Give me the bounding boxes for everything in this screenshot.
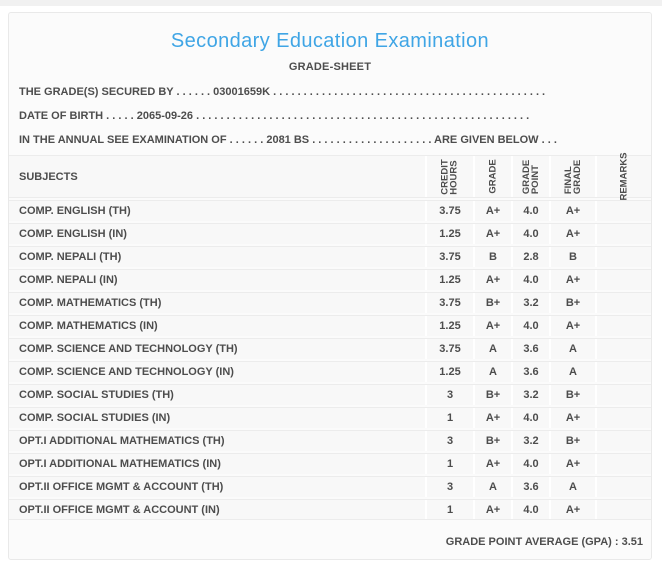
grade-cell: A+ <box>473 454 511 474</box>
table-row <box>9 315 651 336</box>
grade-point-cell: 4.0 <box>511 454 549 474</box>
grade-point-column-header <box>511 156 549 197</box>
table-row <box>9 476 651 497</box>
info-dots-after: . . . . . . . . . . . . . . . . . . . . <box>309 134 435 146</box>
grade-point-cell: 4.0 <box>511 201 549 221</box>
final-grade-cell: A+ <box>549 454 595 474</box>
grade-point-cell: 3.6 <box>511 362 549 382</box>
info-label: DATE OF BIRTH <box>19 110 104 122</box>
grade-cell: A+ <box>473 201 511 221</box>
page-subtitle: GRADE-SHEET <box>288 61 372 73</box>
credit-hours-cell: 1 <box>425 454 473 474</box>
grade-point-cell: 4.0 <box>511 224 549 244</box>
info-dots-before: . . . . . . <box>173 86 214 98</box>
remarks-cell <box>595 316 651 336</box>
grade-point-cell: 3.6 <box>511 339 549 359</box>
grade-point-cell: 4.0 <box>511 500 549 519</box>
header-line: REMARKS <box>618 152 630 201</box>
final-grade-cell: B+ <box>549 431 595 451</box>
subject-cell: COMP. SCIENCE AND TECHNOLOGY (IN) <box>19 366 234 378</box>
grade-point-cell: 3.6 <box>511 477 549 497</box>
info-dots-after: . . . . . . . . . . . . . . . . . . . . . . . . . . . . . . . . . . . . . . . . . . . . . <box>270 86 546 98</box>
info-dots-suffix: . . . <box>538 134 557 146</box>
grade-point-cell: 2.8 <box>511 247 549 267</box>
info-value: 2065-09-26 <box>136 110 194 122</box>
grade-point-cell: 4.0 <box>511 408 549 428</box>
header-line: GRADE <box>521 159 532 194</box>
info-dots-before: . . . . . <box>103 110 137 122</box>
final-grade-cell: A+ <box>549 270 595 290</box>
grade-cell: A+ <box>473 224 511 244</box>
table-row <box>9 453 651 474</box>
header-line: HOURS <box>449 159 460 195</box>
grade-cell: A <box>473 477 511 497</box>
info-label: IN THE ANNUAL SEE EXAMINATION OF <box>19 134 227 146</box>
grade-point-cell: 4.0 <box>511 270 549 290</box>
remarks-cell <box>595 477 651 497</box>
subject-cell: COMP. SOCIAL STUDIES (TH) <box>19 389 174 401</box>
info-value: 03001659K <box>213 86 271 98</box>
credit-hours-cell: 3.75 <box>425 201 473 221</box>
subject-cell: COMP. NEPALI (IN) <box>19 274 118 286</box>
remarks-cell <box>595 339 651 359</box>
table-row <box>9 384 651 405</box>
info-value: 2081 BS <box>266 134 310 146</box>
table-row <box>9 499 651 520</box>
header-line: GRADE <box>572 159 583 194</box>
info-dots-before: . . . . . . <box>226 134 267 146</box>
table-header-row <box>9 152 651 201</box>
credit-hours-cell: 1 <box>425 500 473 519</box>
table-row <box>9 269 651 290</box>
grades-table <box>9 152 651 520</box>
credit-hours-cell: 1.25 <box>425 270 473 290</box>
table-row <box>9 361 651 382</box>
credit-hours-cell: 3.75 <box>425 247 473 267</box>
remarks-cell <box>595 201 651 221</box>
grade-cell: B+ <box>473 385 511 405</box>
gpa-summary: GRADE POINT AVERAGE (GPA) : 3.51 <box>445 536 643 548</box>
page-title: Secondary Education Examination <box>170 30 490 52</box>
table-body <box>9 200 651 520</box>
grade-column-header <box>473 156 511 197</box>
table-row <box>9 292 651 313</box>
info-dots-after: . . . . . . . . . . . . . . . . . . . . . . . . . . . . . . . . . . . . . . . . . . . . . . . . . . . . . . . <box>193 110 530 122</box>
final-grade-cell: B+ <box>549 385 595 405</box>
remarks-cell <box>595 270 651 290</box>
remarks-cell <box>595 454 651 474</box>
grade-point-cell: 3.2 <box>511 293 549 313</box>
subject-cell: COMP. ENGLISH (TH) <box>19 205 131 217</box>
final-grade-cell: A <box>549 362 595 382</box>
final-grade-cell: A+ <box>549 224 595 244</box>
final-grade-column-header <box>549 156 595 197</box>
remarks-cell <box>595 431 651 451</box>
info-line <box>9 110 651 122</box>
credit-hours-cell: 3.75 <box>425 339 473 359</box>
subject-cell: COMP. ENGLISH (IN) <box>19 228 127 240</box>
grade-point-cell: 3.2 <box>511 431 549 451</box>
info-label: THE GRADE(S) SECURED BY <box>19 86 174 98</box>
subject-cell: OPT.I ADDITIONAL MATHEMATICS (IN) <box>19 458 221 470</box>
final-grade-cell: A+ <box>549 408 595 428</box>
table-row <box>9 407 651 428</box>
credit-hours-cell: 1.25 <box>425 224 473 244</box>
info-line <box>9 134 651 146</box>
credit-hours-cell: 1 <box>425 408 473 428</box>
credit-hours-cell: 1.25 <box>425 362 473 382</box>
subject-cell: COMP. MATHEMATICS (TH) <box>19 297 162 309</box>
header-line: POINT <box>530 164 541 194</box>
credit-hours-cell: 3 <box>425 385 473 405</box>
grade-point-cell: 4.0 <box>511 316 549 336</box>
subject-cell: COMP. SOCIAL STUDIES (IN) <box>19 412 171 424</box>
candidate-info <box>9 86 651 146</box>
table-row <box>9 200 651 221</box>
header-line: FINAL <box>563 165 574 194</box>
remarks-cell <box>595 224 651 244</box>
remarks-cell <box>595 500 651 519</box>
final-grade-cell: A+ <box>549 316 595 336</box>
grade-cell: A+ <box>473 408 511 428</box>
credit-hours-cell: 3.75 <box>425 293 473 313</box>
credit-hours-cell: 3 <box>425 431 473 451</box>
remarks-cell <box>595 385 651 405</box>
grade-cell: A <box>473 362 511 382</box>
grade-point-cell: 3.2 <box>511 385 549 405</box>
grade-cell: A+ <box>473 316 511 336</box>
grade-cell: B <box>473 247 511 267</box>
table-row <box>9 430 651 451</box>
grade-cell: B+ <box>473 431 511 451</box>
credit-hours-column-header <box>425 156 473 197</box>
remarks-cell <box>595 408 651 428</box>
header-line: CREDIT <box>440 158 451 195</box>
final-grade-cell: B+ <box>549 293 595 313</box>
credit-hours-cell: 1.25 <box>425 316 473 336</box>
final-grade-cell: A <box>549 339 595 359</box>
final-grade-cell: A+ <box>549 500 595 519</box>
final-grade-cell: A+ <box>549 201 595 221</box>
subject-cell: COMP. MATHEMATICS (IN) <box>19 320 158 332</box>
subjects-column-header: SUBJECTS <box>19 170 78 183</box>
subject-cell: OPT.II OFFICE MGMT & ACCOUNT (IN) <box>19 503 220 516</box>
final-grade-cell: A <box>549 477 595 497</box>
subject-cell: COMP. NEPALI (TH) <box>19 251 122 263</box>
remarks-cell <box>595 247 651 267</box>
final-grade-cell: B <box>549 247 595 267</box>
remarks-cell <box>595 362 651 382</box>
subject-cell: OPT.II OFFICE MGMT & ACCOUNT (TH) <box>19 481 224 493</box>
remarks-column-header <box>595 152 651 201</box>
subject-cell: OPT.I ADDITIONAL MATHEMATICS (TH) <box>19 435 225 447</box>
credit-hours-cell: 3 <box>425 477 473 497</box>
info-suffix: ARE GIVEN BELOW <box>434 134 539 146</box>
header-line: GRADE <box>487 159 499 194</box>
table-row <box>9 246 651 267</box>
grade-sheet-panel <box>8 12 652 560</box>
grade-cell: A <box>473 339 511 359</box>
table-row <box>9 223 651 244</box>
info-line <box>9 86 651 98</box>
grade-cell: A+ <box>473 500 511 519</box>
grade-cell: A+ <box>473 270 511 290</box>
table-row <box>9 338 651 359</box>
remarks-cell <box>595 293 651 313</box>
subject-cell: COMP. SCIENCE AND TECHNOLOGY (TH) <box>19 343 238 355</box>
grade-cell: B+ <box>473 293 511 313</box>
page-top-strip <box>0 0 662 6</box>
